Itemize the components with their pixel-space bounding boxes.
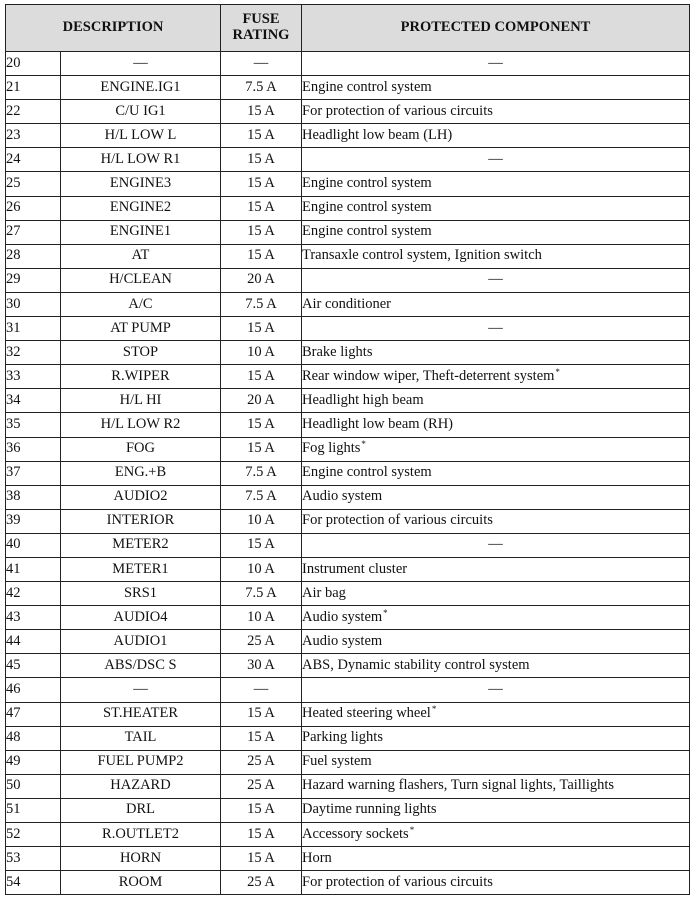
table-row [6,341,690,365]
fuse-rating: 15 A [221,823,302,847]
protected-component-text: For protection of various circuits [302,873,493,890]
fuse-description: AUDIO1 [61,630,221,654]
fuse-description: SRS1 [61,582,221,606]
protected-component-text: Daytime running lights [302,801,437,818]
protected-component [302,100,690,124]
protected-component-text: Air bag [302,584,346,601]
table-row [6,630,690,654]
fuse-description: STOP [61,341,221,365]
fuse-rating: 15 A [221,437,302,461]
fuse-description: H/L LOW L [61,124,221,148]
protected-component [302,847,690,871]
fuse-description: ABS/DSC S [61,654,221,678]
table-row [6,557,690,581]
protected-component [302,678,690,702]
footnote-asterisk: * [383,607,388,618]
fuse-number: 23 [6,124,61,148]
fuse-rating: 15 A [221,798,302,822]
fuse-rating: 7.5 A [221,461,302,485]
table-row [6,654,690,678]
description-header: DESCRIPTION [6,5,221,52]
protected-component-text: Audio system [302,608,383,625]
protected-component-text: Parking lights [302,729,383,746]
fuse-rating: — [221,52,302,76]
protected-component [302,774,690,798]
table-row [6,726,690,750]
protected-component [302,654,690,678]
table-row [6,823,690,847]
table-row [6,533,690,557]
protected-component [302,582,690,606]
fuse-rating: 7.5 A [221,485,302,509]
fuse-number: 28 [6,244,61,268]
fuse-rating: 25 A [221,871,302,895]
fuse-rating: 15 A [221,100,302,124]
protected-component [302,461,690,485]
table-row [6,220,690,244]
fuse-number: 54 [6,871,61,895]
fuse-number: 39 [6,509,61,533]
fuse-number: 51 [6,798,61,822]
fuse-description: INTERIOR [61,509,221,533]
fuse-rating: 15 A [221,533,302,557]
fuse-description: ENGINE2 [61,196,221,220]
fuse-description: ENGINE1 [61,220,221,244]
fuse-description: ENGINE.IG1 [61,76,221,100]
protected-component-text: Engine control system [302,175,432,192]
table-row [6,871,690,895]
fuse-rating: 15 A [221,726,302,750]
fuse-number: 26 [6,196,61,220]
fuse-number: 32 [6,341,61,365]
fuse-table [5,4,690,895]
fuse-rating: 10 A [221,606,302,630]
protected-component-text: Engine control system [302,78,432,95]
fuse-description: DRL [61,798,221,822]
protected-component [302,702,690,726]
table-row [6,268,690,292]
protected-component-text: Engine control system [302,464,432,481]
table-row [6,76,690,100]
fuse-rating: 10 A [221,341,302,365]
protected-component [302,268,690,292]
protected-component [302,823,690,847]
fuse-description: R.WIPER [61,365,221,389]
fuse-number: 44 [6,630,61,654]
fuse-rating: 15 A [221,220,302,244]
protected-component [302,244,690,268]
table-row [6,244,690,268]
fuse-number: 25 [6,172,61,196]
fuse-description: AT [61,244,221,268]
table-row [6,606,690,630]
fuse-description: FUEL PUMP2 [61,750,221,774]
protected-component-text: Headlight low beam (RH) [302,415,454,432]
protected-component-text: ABS, Dynamic stability control system [302,656,530,673]
fuse-description: H/L LOW R2 [61,413,221,437]
protected-component [302,292,690,316]
header-row [6,5,690,52]
protected-component-text: Fog lights [302,440,361,457]
table-row [6,365,690,389]
fuse-description: ENGINE3 [61,172,221,196]
protected-component-text: Heated steering wheel [302,705,431,722]
table-row [6,678,690,702]
table-row [6,461,690,485]
fuse-rating: 7.5 A [221,292,302,316]
fuse-number: 45 [6,654,61,678]
fuse-description: R.OUTLET2 [61,823,221,847]
fuse-description: H/L HI [61,389,221,413]
fuse-description: ROOM [61,871,221,895]
protected-component [302,606,690,630]
protected-component [302,750,690,774]
fuse-rating: 25 A [221,750,302,774]
table-row [6,317,690,341]
fuse-number: 30 [6,292,61,316]
fuse-number: 40 [6,533,61,557]
table-row [6,847,690,871]
fuse-rating-header-line1: FUSE [242,11,280,28]
fuse-number: 42 [6,582,61,606]
protected-component [302,365,690,389]
table-body [6,52,690,895]
table-header [6,5,690,52]
protected-component [302,630,690,654]
fuse-number: 34 [6,389,61,413]
fuse-description: ENG.+B [61,461,221,485]
fuse-number: 46 [6,678,61,702]
table-row [6,582,690,606]
table-row [6,148,690,172]
fuse-rating: 20 A [221,389,302,413]
table-row [6,702,690,726]
protected-component-text: Brake lights [302,343,373,360]
protected-component [302,871,690,895]
fuse-rating: 15 A [221,317,302,341]
fuse-number: 53 [6,847,61,871]
protected-component [302,124,690,148]
footnote-asterisk: * [431,704,437,715]
protected-component [302,389,690,413]
protected-component [302,437,690,461]
fuse-description: A/C [61,292,221,316]
fuse-number: 36 [6,437,61,461]
protected-component [302,317,690,341]
protected-component [302,148,690,172]
fuse-number: 38 [6,485,61,509]
fuse-rating: 20 A [221,268,302,292]
fuse-number: 48 [6,726,61,750]
fuse-rating: 10 A [221,557,302,581]
fuse-description: AUDIO2 [61,485,221,509]
fuse-number: 21 [6,76,61,100]
fuse-number: 49 [6,750,61,774]
protected-component-text: Engine control system [302,223,432,240]
protected-component [302,533,690,557]
fuse-description: — [61,678,221,702]
protected-component-text: Audio system [302,488,383,505]
fuse-description: H/CLEAN [61,268,221,292]
table-row [6,172,690,196]
fuse-rating: 7.5 A [221,582,302,606]
fuse-number: 52 [6,823,61,847]
protected-component-header: PROTECTED COMPONENT [302,5,690,52]
protected-component-text: Fuel system [302,753,372,770]
table-row [6,485,690,509]
table-row [6,52,690,76]
fuse-description: HAZARD [61,774,221,798]
protected-component-text: Rear window wiper, Theft-deterrent system [302,367,555,384]
fuse-rating: 15 A [221,124,302,148]
fuse-description: METER1 [61,557,221,581]
fuse-number: 29 [6,268,61,292]
fuse-rating: 15 A [221,148,302,172]
protected-component [302,485,690,509]
protected-component-text: — [488,536,503,553]
fuse-number: 47 [6,702,61,726]
protected-component [302,52,690,76]
protected-component-text: For protection of various circuits [302,512,493,529]
footnote-asterisk: * [361,439,366,450]
table-row [6,437,690,461]
table-row [6,509,690,533]
footnote-asterisk: * [409,824,415,835]
protected-component-text: Hazard warning flashers, Turn signal lights, Taillights [302,777,615,794]
protected-component-text: — [488,271,503,288]
table-row [6,774,690,798]
fuse-rating: 15 A [221,365,302,389]
fuse-number: 37 [6,461,61,485]
fuse-number: 22 [6,100,61,124]
protected-component-text: — [488,150,503,167]
table-row [6,100,690,124]
fuse-description: — [61,52,221,76]
fuse-description: C/U IG1 [61,100,221,124]
fuse-number: 27 [6,220,61,244]
protected-component [302,798,690,822]
protected-component-text: — [488,54,503,71]
protected-component [302,413,690,437]
fuse-description: FOG [61,437,221,461]
table-row [6,196,690,220]
protected-component-text: Headlight low beam (LH) [302,126,453,143]
fuse-rating: 30 A [221,654,302,678]
protected-component [302,196,690,220]
fuse-number: 50 [6,774,61,798]
table-row [6,798,690,822]
fuse-rating-header-line2: RATING [232,27,290,43]
fuse-number: 35 [6,413,61,437]
fuse-description: H/L LOW R1 [61,148,221,172]
fuse-number: 20 [6,52,61,76]
protected-component-text: Headlight high beam [302,391,424,408]
protected-component-text: Audio system [302,632,383,649]
protected-component-text: — [488,319,503,336]
fuse-rating: — [221,678,302,702]
protected-component-text: Engine control system [302,199,432,216]
fuse-rating: 15 A [221,172,302,196]
fuse-rating: 15 A [221,413,302,437]
protected-component [302,172,690,196]
fuse-rating: 15 A [221,702,302,726]
fuse-description: AUDIO4 [61,606,221,630]
table-row [6,389,690,413]
protected-component-text: Instrument cluster [302,560,408,577]
fuse-rating-header [221,5,302,52]
fuse-rating: 15 A [221,847,302,871]
fuse-description: HORN [61,847,221,871]
fuse-number: 33 [6,365,61,389]
fuse-number: 41 [6,557,61,581]
fuse-rating: 15 A [221,196,302,220]
protected-component [302,557,690,581]
fuse-description: METER2 [61,533,221,557]
protected-component-text: Accessory sockets [302,825,409,842]
fuse-description: TAIL [61,726,221,750]
fuse-rating: 25 A [221,774,302,798]
table-row [6,750,690,774]
table-row [6,292,690,316]
protected-component [302,726,690,750]
fuse-number: 31 [6,317,61,341]
protected-component [302,220,690,244]
protected-component-text: Air conditioner [302,295,391,312]
fuse-description: ST.HEATER [61,702,221,726]
fuse-number: 24 [6,148,61,172]
fuse-rating: 10 A [221,509,302,533]
footnote-asterisk: * [555,366,560,377]
fuse-rating: 7.5 A [221,76,302,100]
protected-component-text: For protection of various circuits [302,102,493,119]
protected-component-text: Transaxle control system, Ignition switch [302,247,542,264]
protected-component [302,509,690,533]
fuse-description: AT PUMP [61,317,221,341]
fuse-rating: 15 A [221,244,302,268]
table-row [6,413,690,437]
protected-component-text: — [488,681,503,698]
fuse-rating: 25 A [221,630,302,654]
protected-component [302,76,690,100]
table-row [6,124,690,148]
fuse-number: 43 [6,606,61,630]
protected-component [302,341,690,365]
protected-component-text: Horn [302,849,332,866]
